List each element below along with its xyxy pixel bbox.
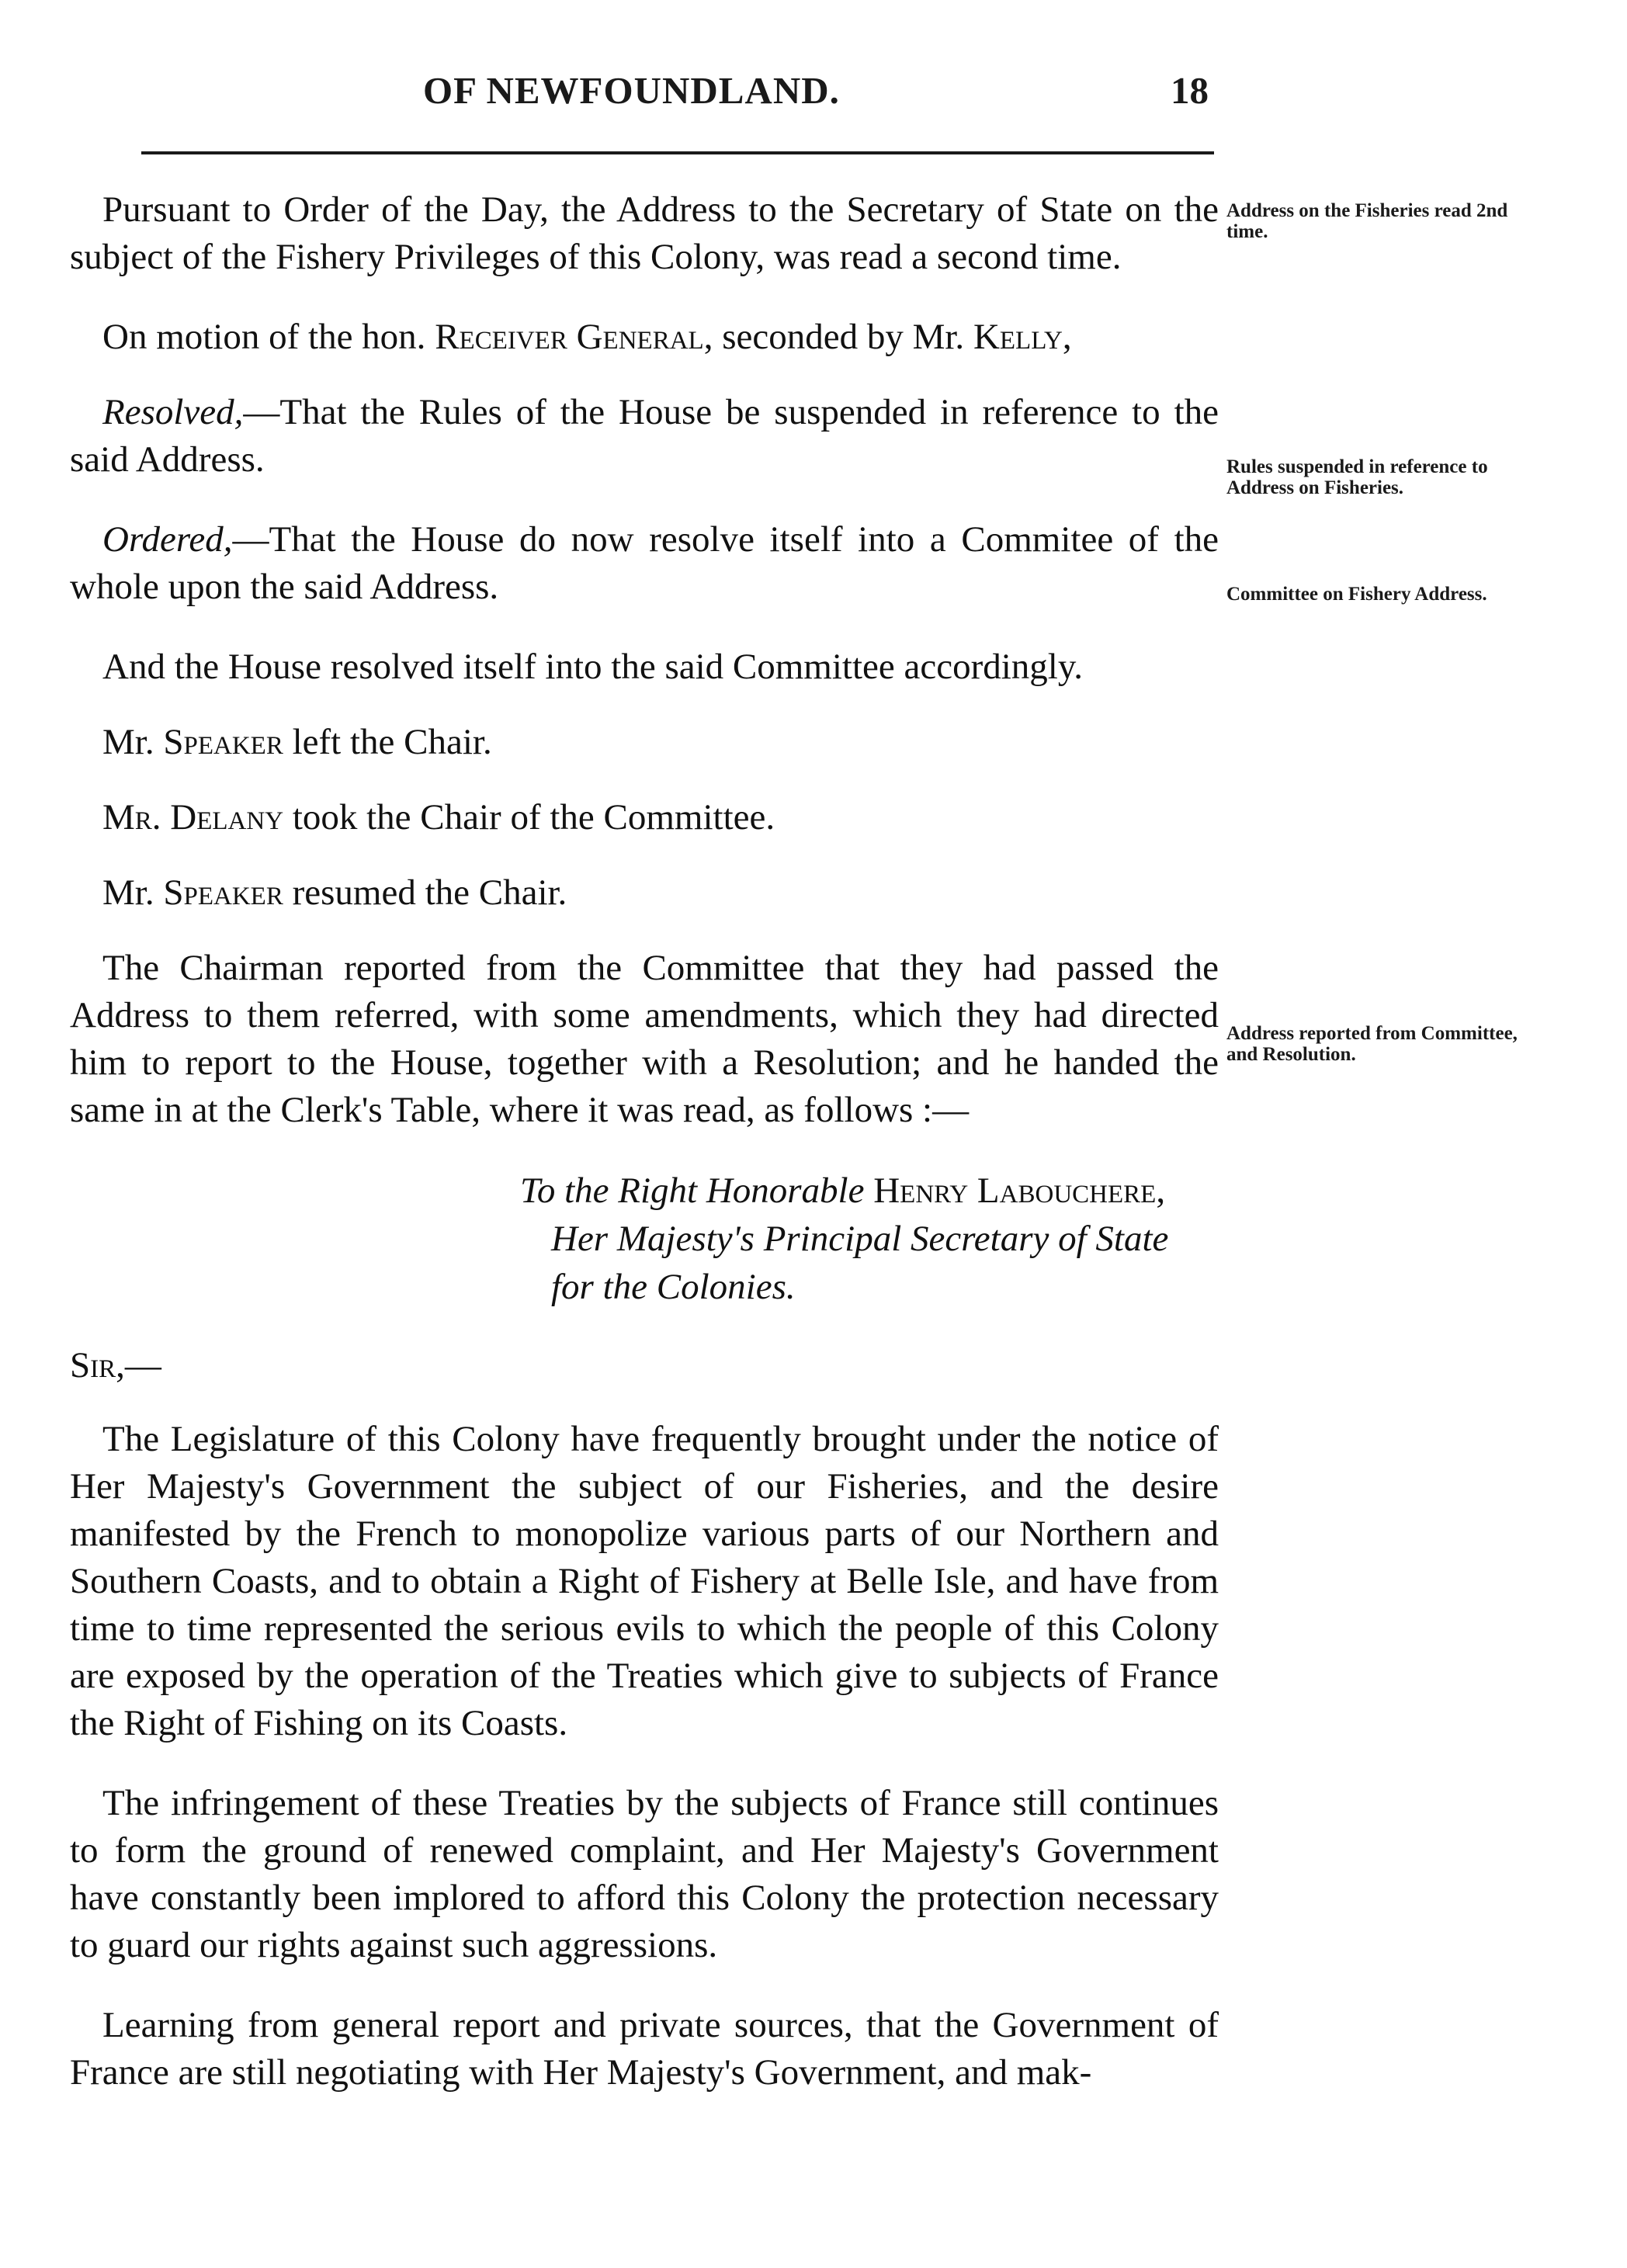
paragraph-resolved: Resolved,—That the Rules of the House be suspended in reference to the said Address. bbox=[70, 392, 1219, 480]
paragraph-infringement: The infringement of these Treaties by the subjects of France still continues to form the ground of renewed complaint, and Her Majesty's Government have constantly been implored to afford this Colony the protection necessary to guard our rights against such aggressions. bbox=[70, 1783, 1219, 1965]
paragraph-ordered: Ordered,—That the House do now resolve itself into a Commitee of the whole upon the said Address. bbox=[70, 519, 1219, 607]
page-header bbox=[0, 68, 1627, 115]
page-body bbox=[70, 186, 1219, 2129]
paragraph-committee-accordingly: And the House resolved itself into the said Committee accordingly. bbox=[102, 647, 1084, 687]
header-rule bbox=[141, 151, 1214, 154]
kelly-name: Kelly bbox=[973, 317, 1063, 357]
paragraph-speaker-resumed: Mr. Speaker resumed the Chair. bbox=[102, 872, 567, 913]
paragraph-chairman-report: The Chairman reported from the Committee that they had passed the Address to them referred, with some amendments, which they had directed him to report to the House, together with a Resolution; and he handed the same in at the Clerk's Table, where it was read, as follows :— bbox=[70, 948, 1219, 1130]
paragraph-motion: On motion of the hon. Receiver General, seconded by Mr. Kelly, bbox=[102, 317, 1072, 357]
address-recipient: To the Right Honorable Henry Labouchere, Her Majesty's Principal Secretary of State for the Colonies. bbox=[520, 1170, 1169, 1307]
paragraph-order-of-day: Pursuant to Order of the Day, the Address to the Secretary of State on the subject of the Fishery Privileges of this Colony, was read a second time. bbox=[70, 189, 1219, 277]
paragraph-speaker-left: Mr. Speaker left the Chair. bbox=[102, 722, 492, 762]
margin-note-committee: Committee on Fishery Address. bbox=[1226, 584, 1487, 605]
salutation: Sir,— bbox=[70, 1345, 161, 1385]
page-number: 18 bbox=[1171, 69, 1209, 112]
paragraph-delany-chair: Mr. Delany took the Chair of the Committee. bbox=[102, 797, 775, 837]
margin-note-address-reported: Address reported from Committee, and Resolution. bbox=[1226, 1023, 1518, 1065]
receiver-general-name: Receiver General bbox=[435, 317, 704, 357]
paragraph-legislature: The Legislature of this Colony have frequently brought under the notice of Her Majesty's Government the subject of our Fisheries, and the desire manifested by the French to monopolize various parts of our Northern and Southern Coasts, and to obtain a Right of Fishery at Belle Isle, and have from time to time represented the serious evils to which the people of this Colony are exposed by the operation of the Treaties which give to subjects of France the Right of Fishing on its Coasts. bbox=[70, 1419, 1219, 1743]
margin-note-address-read: Address on the Fisheries read 2nd time. bbox=[1226, 200, 1508, 242]
margin-note-rules-suspended: Rules suspended in reference to Address on Fisheries. bbox=[1226, 456, 1488, 498]
paragraph-learning: Learning from general report and private sources, that the Government of France are still negotiating with Her Majesty's Government, and mak- bbox=[70, 2005, 1219, 2093]
running-head: OF NEWFOUNDLAND. bbox=[423, 69, 840, 112]
